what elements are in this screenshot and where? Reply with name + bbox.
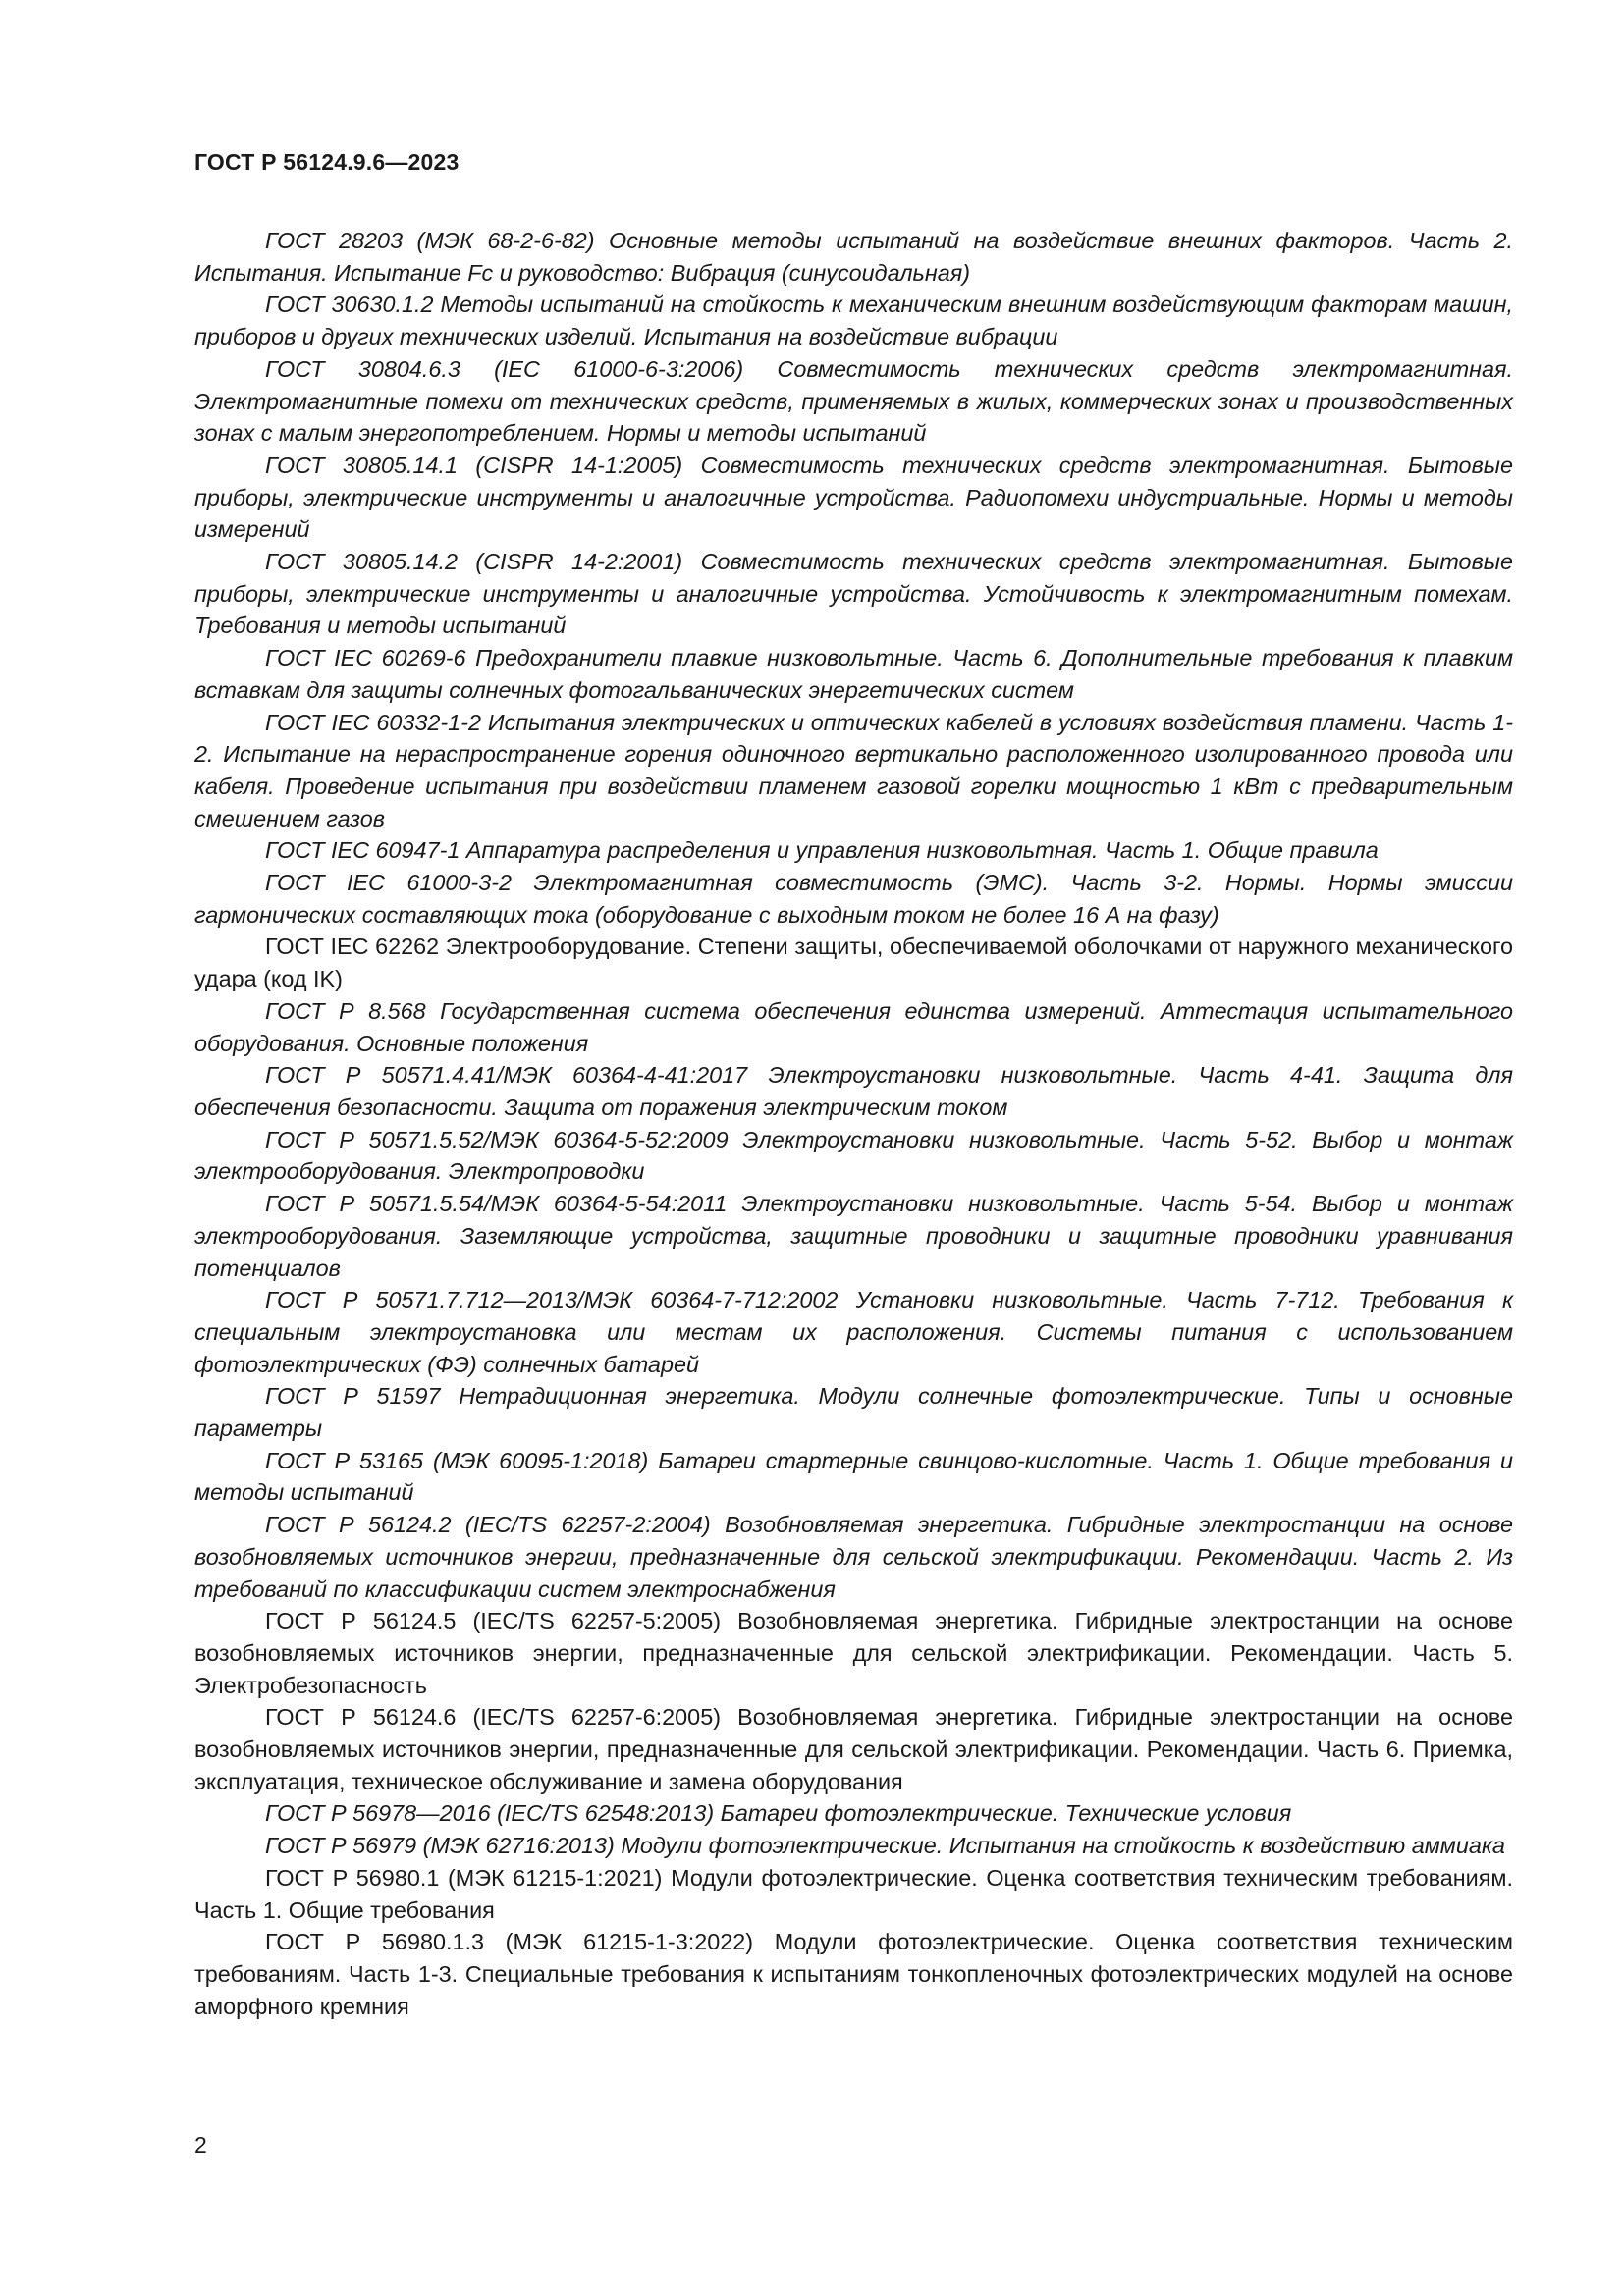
- reference-entry: ГОСТ Р 50571.4.41/МЭК 60364-4-41:2017 Электроустановки низковольтные. Часть 4-41. Защита для обеспечения безопасности. Защита от поражения электрическим током: [194, 1062, 1513, 1120]
- reference-entry: ГОСТ Р 56124.5 (IEC/TS 62257-5:2005) Возобновляемая энергетика. Гибридные электростанции на основе возобновляемых источников энергии, предназначенные для сельской электрификации. Рекомендации. Часть 5. Электробезопасность: [194, 1608, 1513, 1698]
- reference-entry: ГОСТ IEC 60269-6 Предохранители плавкие низковольтные. Часть 6. Дополнительные требования к плавким вставкам для защиты солнечных фотогальванических энергетических систем: [194, 645, 1513, 703]
- reference-entry: ГОСТ Р 56980.1.3 (МЭК 61215-1-3:2022) Модули фотоэлектрические. Оценка соответствия техническим требованиям. Часть 1-3. Специальные требования к испытаниям тонкопленочных фотоэлектрических модулей на основе аморфного кремния: [194, 1929, 1513, 2019]
- reference-entry: ГОСТ Р 50571.5.52/МЭК 60364-5-52:2009 Электроустановки низковольтные. Часть 5-52. Выбор и монтаж электрооборудования. Электропроводки: [194, 1126, 1513, 1185]
- reference-entry: ГОСТ 28203 (МЭК 68-2-6-82) Основные методы испытаний на воздействие внешних факторов. Часть 2. Испытания. Испытание Fc и руководство: Вибрация (синусоидальная): [194, 228, 1513, 286]
- reference-entry: ГОСТ Р 56124.2 (IEC/TS 62257-2:2004) Возобновляемая энергетика. Гибридные электростанции на основе возобновляемых источников энергии, предназначенные для сельской электрификации. Рекомендации. Часть 2. Из требований по классификации систем электроснабжения: [194, 1512, 1513, 1602]
- reference-entry: ГОСТ IEC 60332-1-2 Испытания электрических и оптических кабелей в условиях воздействия пламени. Часть 1-2. Испытание на нераспространение горения одиночного вертикально расположенного изолированного провода или кабеля. Проведение испытания при воздействии пламенем газовой горелки мощностью 1 кВт с предварительным смешением газов: [194, 709, 1513, 831]
- reference-entry: ГОСТ Р 8.568 Государственная система обеспечения единства измерений. Аттестация испытательного оборудования. Основные положения: [194, 997, 1513, 1056]
- reference-entry: ГОСТ IEC 60947-1 Аппаратура распределения и управления низковольтная. Часть 1. Общие правила: [265, 837, 1379, 864]
- normative-references-list: [194, 225, 1513, 2022]
- reference-entry: ГОСТ Р 53165 (МЭК 60095-1:2018) Батареи стартерные свинцово-кислотные. Часть 1. Общие требования и методы испытаний: [194, 1447, 1513, 1506]
- reference-entry: ГОСТ Р 50571.7.712—2013/МЭК 60364-7-712:2002 Установки низковольтные. Часть 7-712. Требования к специальным электроустановка или местам их расположения. Системы питания с использованием фотоэлектрических (ФЭ) солнечных батарей: [194, 1287, 1513, 1377]
- reference-entry: ГОСТ 30804.6.3 (IEC 61000-6-3:2006) Совместимость технических средств электромагнитная. Электромагнитные помехи от технических средств, применяемых в жилых, коммерческих зонах и производственных зонах с малым энергопотреблением. Нормы и методы испытаний: [194, 355, 1513, 447]
- reference-entry: ГОСТ IEC 61000-3-2 Электромагнитная совместимость (ЭМС). Часть 3-2. Нормы. Нормы эмиссии гармонических составляющих тока (оборудование с выходным током не более 16 А на фазу): [194, 870, 1513, 928]
- reference-entry: ГОСТ Р 56124.6 (IEC/TS 62257-6:2005) Возобновляемая энергетика. Гибридные электростанции на основе возобновляемых источников энергии, предназначенные для сельской электрификации. Рекомендации. Часть 6. Приемка, эксплуатация, техническое обслуживание и замена оборудования: [194, 1704, 1513, 1794]
- reference-entry: ГОСТ IEC 62262 Электрооборудование. Степени защиты, обеспечиваемой оболочками от наружного механического удара (код IK): [194, 934, 1513, 992]
- reference-entry: ГОСТ Р 50571.5.54/МЭК 60364-5-54:2011 Электроустановки низковольтные. Часть 5-54. Выбор и монтаж электрооборудования. Заземляющие устройства, защитные проводники и защитные проводники уравнивания потенциалов: [194, 1191, 1513, 1281]
- reference-entry: ГОСТ Р 56980.1 (МЭК 61215-1:2021) Модули фотоэлектрические. Оценка соответствия техническим требованиям. Часть 1. Общие требования: [194, 1864, 1513, 1923]
- reference-entry: ГОСТ 30805.14.2 (CISPR 14-2:2001) Совместимость технических средств электромагнитная. Бытовые приборы, электрические инструменты и аналогичные устройства. Устойчивость к электромагнитным помехам. Требования и методы испытаний: [194, 549, 1513, 639]
- document-number: ГОСТ Р 56124.9.6—2023: [194, 149, 460, 175]
- page-number: 2: [194, 2132, 207, 2158]
- reference-entry: ГОСТ Р 51597 Нетрадиционная энергетика. Модули солнечные фотоэлектрические. Типы и основные параметры: [194, 1383, 1513, 1442]
- reference-entry: ГОСТ 30630.1.2 Методы испытаний на стойкость к механическим внешним воздействующим факторам машин, приборов и других технических изделий. Испытания на воздействие вибрации: [194, 292, 1513, 350]
- reference-entry: ГОСТ Р 56978—2016 (IEC/TS 62548:2013) Батареи фотоэлектрические. Технические условия: [265, 1800, 1292, 1827]
- reference-entry: ГОСТ 30805.14.1 (CISPR 14-1:2005) Совместимость технических средств электромагнитная. Бытовые приборы, электрические инструменты и аналогичные устройства. Радиопомехи индустриальные. Нормы и методы измерений: [194, 452, 1513, 543]
- reference-entry: ГОСТ Р 56979 (МЭК 62716:2013) Модули фотоэлектрические. Испытания на стойкость к воздействию аммиака: [265, 1833, 1505, 1859]
